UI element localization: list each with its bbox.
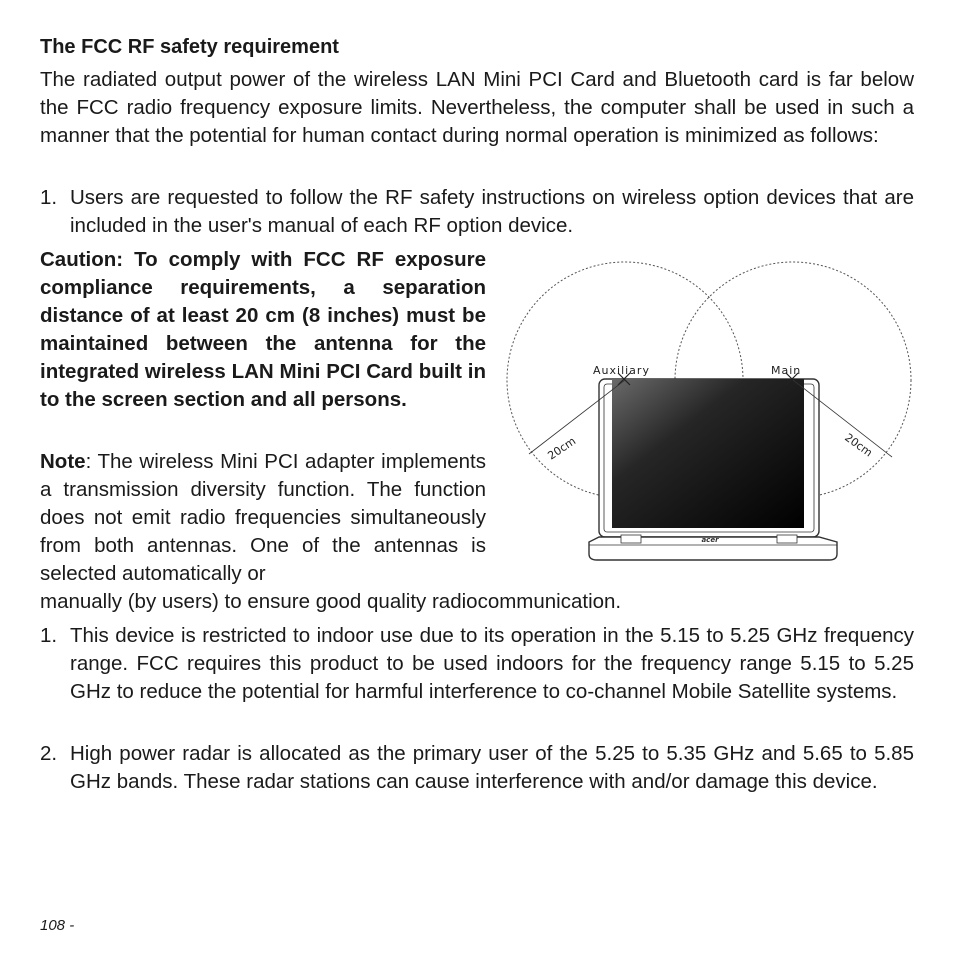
list-item [40,622,914,706]
acer-logo: acer [701,536,719,544]
note-paragraph [40,448,486,588]
intro-paragraph: The radiated output power of the wireless LAN Mini PCI Card and Bluetooth card is far below the FCC radio frequency exposure limits. Nevertheless, the computer shall be used in such a manner that the potential for human contact during normal operation is minimized as follows: [40,68,914,147]
list-item [40,740,914,796]
auxiliary-distance-label: 20cm [545,434,579,463]
caution-paragraph: Caution: To comply with FCC RF exposure compliance requirements, a separation distance of at least 20 cm (8 inches) must be maintained between the antenna for the integrated wireless LAN Mini PCI Card built in to the screen section and all persons. [40,248,486,411]
list-number: 2. [40,742,58,765]
list-text: High power radar is allocated as the primary user of the 5.25 to 5.35 GHz and 5.65 to 5.85 GHz bands. These radar stations can cause interference with and/or damage this device. [70,742,914,793]
list-text: This device is restricted to indoor use due to its operation in the 5.15 to 5.25 GHz frequency range. FCC requires this product to be used indoors for the frequency range 5.15 to 5.25 GHz to reduce the potential for harmful interference to co-channel Mobile Satellite systems. [70,624,914,703]
laptop-illustration [589,379,837,560]
section-heading: The FCC RF safety requirement [40,36,339,58]
note-tail: manually (by users) to ensure good quality radiocommunication. [40,590,622,613]
list-number: 1. [40,186,58,209]
main-label: Main [771,364,802,377]
auxiliary-label: Auxiliary [593,364,650,377]
note-label: Note [40,450,86,473]
page-number: 108 - [40,917,75,934]
list-text: Users are requested to follow the RF safety instructions on wireless option devices that are included in the user's manual of each RF option device. [70,186,914,237]
main-distance-label: 20cm [842,430,875,460]
antenna-range-diagram [505,252,915,564]
list-number: 1. [40,624,58,647]
list-item [40,184,914,240]
laptop-screen [612,379,804,528]
note-text: : The wireless Mini PCI adapter implements a transmission diversity function. The function does not emit radio frequencies simultaneously from both antennas. One of the antennas is selected automatically or [40,450,486,585]
